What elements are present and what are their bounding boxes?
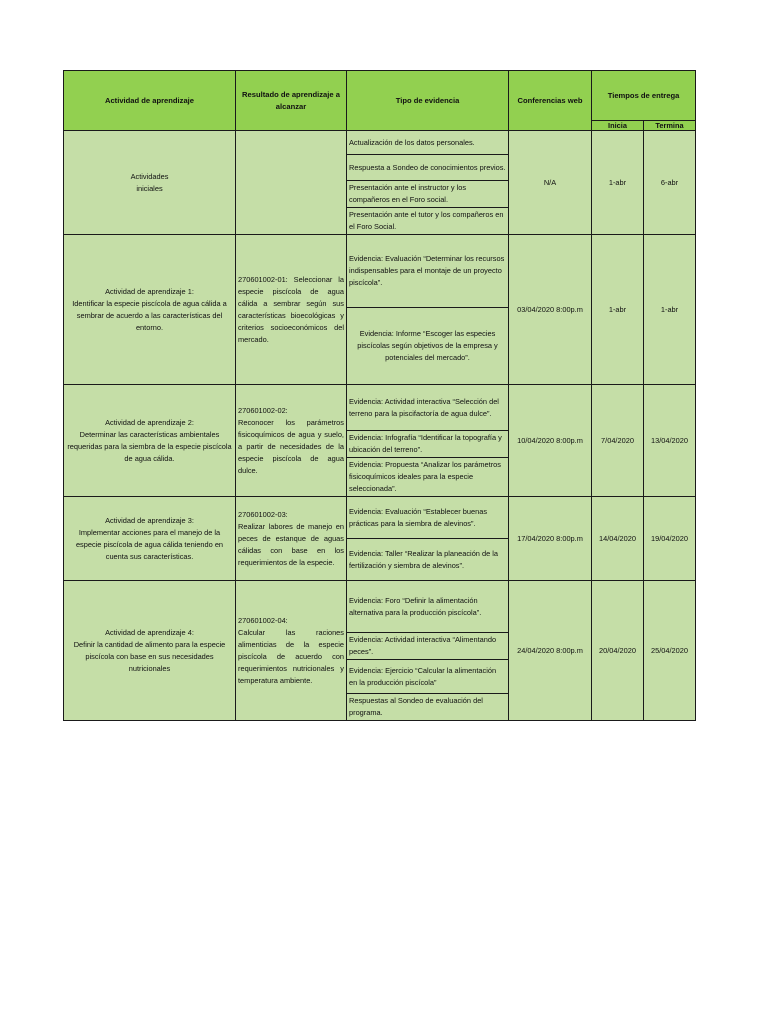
conference-date: 03/04/2020 8:00p.m [509,235,592,385]
conference-date: 24/04/2020 8:00p.m [509,581,592,721]
header-end: Termina [644,121,696,131]
conference-date: N/A [509,131,592,235]
result-text: Reconocer los parámetros fisicoquímicos de agua y suelo, a partir de necesidades de la especie piscícola de agua dulce. [238,417,344,475]
activity-description: Identificar la especie piscícola de agua cálida a sembrar de acuerdo a las características del entorno. [72,298,227,332]
conference-date: 10/04/2020 8:00p.m [509,385,592,497]
activity-title: Actividad de aprendizaje 3: [105,515,194,525]
evidence-item: Evidencia: Ejercicio “Calcular la alimentación en la producción piscícola” [347,660,509,694]
activity-cell [64,235,236,385]
activity-description: Definir la cantidad de alimento para la especie piscícola con base en sus necesidades nutricionales [73,639,226,673]
activity-title: Actividad de aprendizaje 4: [105,627,194,637]
result-code: 270601002-02: [238,405,288,415]
evidence-item: Presentación ante el tutor y los compañeros en el Foro Social. [347,208,509,235]
activity-title: Actividad de aprendizaje 2: [105,417,194,427]
activity-cell [64,497,236,581]
result-text: Seleccionar la especie piscícola de agua cálida a sembrar según sus características bioecológicas y criterios socioeconómicos del mercado. [238,274,344,344]
activity-title: Actividad de aprendizaje 1: [105,286,194,296]
start-date: 1-abr [592,235,644,385]
evidence-item: Evidencia: Actividad interactiva “Selección del terreno para la piscifactoría de agua dulce”. [347,385,509,431]
header-result: Resultado de aprendizaje a alcanzar [236,71,347,131]
end-date: 6-abr [644,131,696,235]
result-cell [236,131,347,235]
evidence-item: Evidencia: Taller “Realizar la planeación de la fertilización y siembra de alevinos”. [347,539,509,581]
result-cell [236,497,347,581]
result-cell [236,235,347,385]
evidence-item: Evidencia: Actividad interactiva “Alimentando peces”. [347,633,509,660]
evidence-item: Actualización de los datos personales. [347,131,509,155]
evidence-item: Evidencia: Evaluación “Establecer buenas prácticas para la siembra de alevinos”. [347,497,509,539]
start-date: 14/04/2020 [592,497,644,581]
evidence-item: Presentación ante el instructor y los compañeros en el Foro social. [347,181,509,208]
activity-title: Actividades [130,171,169,181]
activity-description: iniciales [136,183,163,193]
conference-date: 17/04/2020 8:00p.m [509,497,592,581]
result-text: Calcular las raciones alimenticias de la especie piscícola de acuerdo con requerimientos nutricionales y temperatura ambiente. [238,627,344,685]
evidence-item: Evidencia: Informe “Escoger las especies piscícolas según objetivos de la empresa y potenciales del mercado”. [347,308,509,385]
evidence-item: Evidencia: Evaluación “Determinar los recursos indispensables para el montaje de un proyecto piscícola”. [347,235,509,308]
evidence-item: Evidencia: Foro “Definir la alimentación alternativa para la producción piscícola”. [347,581,509,633]
result-code: 270601002-03: [238,509,288,519]
header-activity: Actividad de aprendizaje [64,71,236,131]
activity-description: Implementar acciones para el manejo de la especie piscícola de agua cálida teniendo en cuenta sus características. [75,527,224,561]
result-cell [236,385,347,497]
activity-description: Determinar las características ambientales requeridas para la siembra de la especie piscícola de agua cálida. [67,429,232,463]
activity-cell [64,581,236,721]
result-text: Realizar labores de manejo en peces de estanque de aguas cálidas con base en los requerimientos de la especie. [238,521,344,567]
start-date: 1-abr [592,131,644,235]
result-code: 270601002-01: [238,274,288,284]
end-date: 19/04/2020 [644,497,696,581]
header-start: Inicia [592,121,644,131]
header-evidence: Tipo de evidencia [347,71,509,131]
evidence-item: Respuesta a Sondeo de conocimientos previos. [347,155,509,181]
schedule-table [63,70,696,721]
end-date: 13/04/2020 [644,385,696,497]
evidence-item: Evidencia: Infografía “Identificar la topografía y ubicación del terreno”. [347,431,509,458]
header-conference: Conferencias web [509,71,592,131]
result-code: 270601002-04: [238,615,288,625]
start-date: 7/04/2020 [592,385,644,497]
end-date: 1-abr [644,235,696,385]
activity-cell [64,131,236,235]
activity-cell [64,385,236,497]
evidence-item: Evidencia: Propuesta “Analizar los parámetros fisicoquímicos ideales para la especie seleccionada”. [347,458,509,497]
evidence-item: Respuestas al Sondeo de evaluación del programa. [347,694,509,721]
result-cell [236,581,347,721]
start-date: 20/04/2020 [592,581,644,721]
end-date: 25/04/2020 [644,581,696,721]
header-times: Tiempos de entrega [592,71,696,121]
